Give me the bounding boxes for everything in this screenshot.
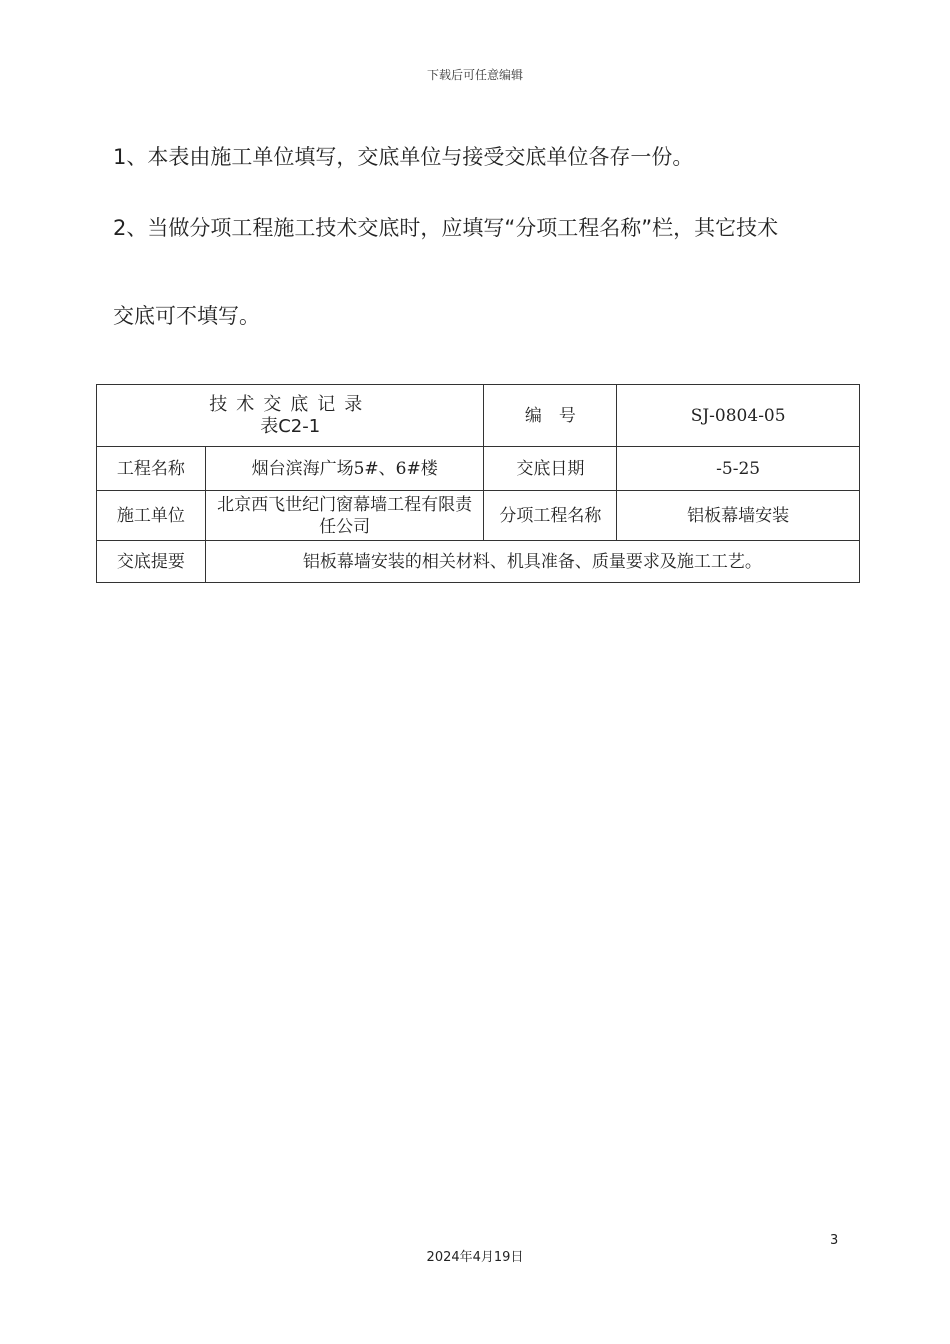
contractor-value: 北京西飞世纪门窗幕墙工程有限责任公司	[205, 491, 484, 541]
table-row-project	[97, 447, 860, 491]
subproject-value: 铝板幕墙安装	[617, 491, 860, 541]
instruction-line-1: 1、本表由施工单位填写，交底单位与接受交底单位各存一份。	[113, 145, 694, 169]
summary-value: 铝板幕墙安装的相关材料、机具准备、质量要求及施工工艺。	[205, 541, 859, 583]
form-code: 表C2-1	[260, 415, 321, 437]
table-title: 技术交底记录	[209, 393, 372, 415]
project-name-label: 工程名称	[97, 447, 206, 491]
number-label: 编 号	[484, 385, 617, 447]
table-title-cell	[97, 385, 484, 447]
instruction-line-3: 交底可不填写。	[113, 304, 260, 328]
footer-date: 2024年4月19日	[426, 1250, 524, 1265]
instruction-line-2: 2、当做分项工程施工技术交底时，应填写“分项工程名称”栏，其它技术	[113, 216, 779, 240]
table-row-summary	[97, 541, 860, 583]
table-row-title	[97, 385, 860, 447]
number-value: SJ-0804-05	[617, 385, 860, 447]
page-number: 3	[830, 1233, 839, 1248]
technical-disclosure-table	[96, 384, 860, 583]
summary-label: 交底提要	[97, 541, 206, 583]
date-value: -5-25	[617, 447, 860, 491]
contractor-label: 施工单位	[97, 491, 206, 541]
date-label: 交底日期	[484, 447, 617, 491]
table-row-contractor	[97, 491, 860, 541]
project-name-value: 烟台滨海广场5#、6#楼	[205, 447, 484, 491]
header-note: 下载后可任意编辑	[426, 68, 523, 82]
subproject-label: 分项工程名称	[484, 491, 617, 541]
